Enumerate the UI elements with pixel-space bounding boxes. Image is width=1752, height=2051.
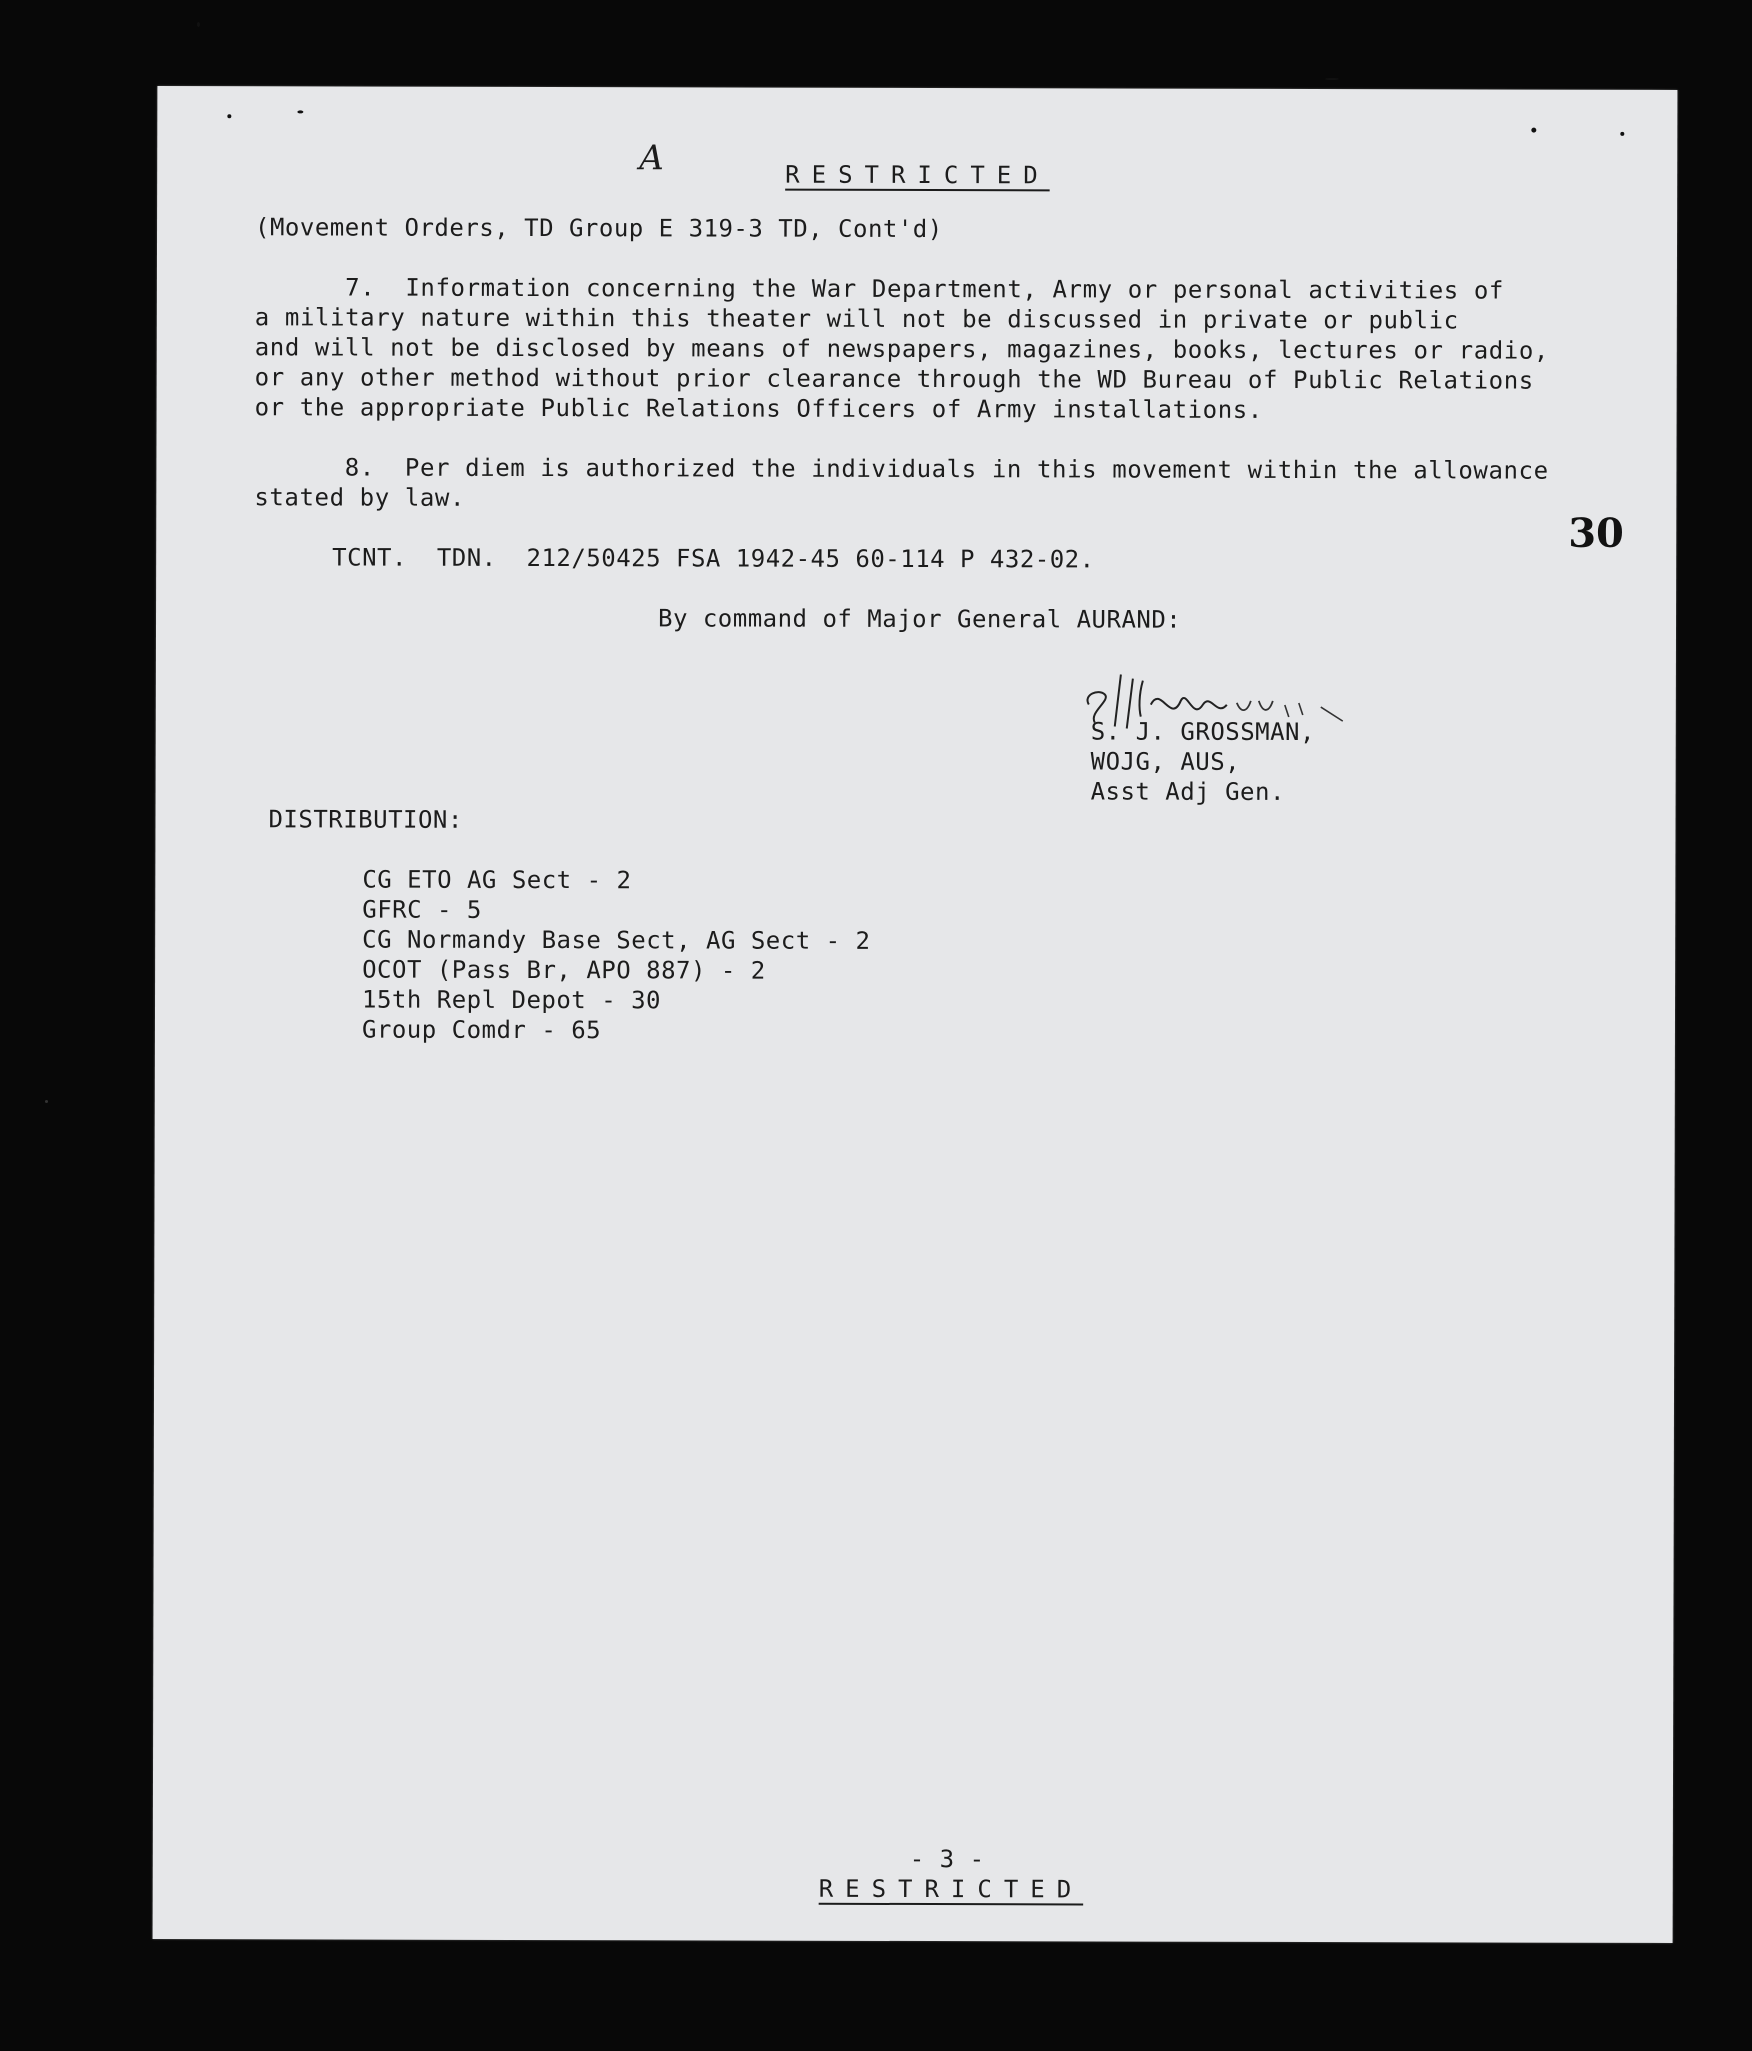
distribution-item: 15th Repl Depot - 30 [362,985,662,1015]
distribution-item: CG Normandy Base Sect, AG Sect - 2 [362,925,871,955]
paragraph-line: 7. Information concerning the War Department, Army or personal activities of [254,273,1505,305]
scan-speck [45,1100,48,1103]
paragraph-line: and will not be disclosed by means of newspapers, magazines, books, lectures or radio, [254,333,1550,365]
signer-name: S. J. GROSSMAN, [1090,717,1316,747]
page-stamp-number: 30 [1568,509,1624,557]
signer-title: Asst Adj Gen. [1090,777,1285,806]
distribution-item: CG ETO AG Sect - 2 [362,865,632,895]
paragraph-line: a military nature within this theater will not be discussed in private or public [254,303,1459,335]
page-mark [227,114,231,118]
scan-speck [197,22,200,27]
continuation-line: (Movement Orders, TD Group E 319-3 TD, Cont'd) [255,213,943,244]
tcnt-line: TCNT. TDN. 212/50425 FSA 1942-45 60-114 P 432-02. [332,543,1095,574]
distribution-item: OCOT (Pass Br, APO 887) - 2 [362,955,766,985]
distribution-list [362,865,871,1046]
paragraph-line: or the appropriate Public Relations Officers of Army installations. [254,393,1263,424]
distribution-item: Group Comdr - 65 [361,1015,602,1045]
page-number: - 3 - [909,1844,985,1874]
restricted-header: RESTRICTED [785,160,1050,190]
page-mark [1620,132,1624,136]
page-mark [1531,128,1536,133]
page-mark [297,110,303,113]
command-line: By command of Major General AURAND: [657,604,1182,634]
handwritten-mark: A [639,138,665,179]
restricted-footer: RESTRICTED [818,1874,1084,1904]
scan-speck [1325,78,1339,80]
paragraph-line: stated by law. [254,483,466,512]
distribution-heading: DISTRIBUTION: [268,805,463,834]
distribution-item: GFRC - 5 [362,895,482,924]
paragraph-line: 8. Per diem is authorized the individuals in this movement within the allowance [254,453,1549,485]
document-page [153,86,1678,1943]
signer-rank: WOJG, AUS, [1090,747,1241,776]
paragraph-line: or any other method without prior clearance through the WD Bureau of Public Relations [254,363,1534,395]
